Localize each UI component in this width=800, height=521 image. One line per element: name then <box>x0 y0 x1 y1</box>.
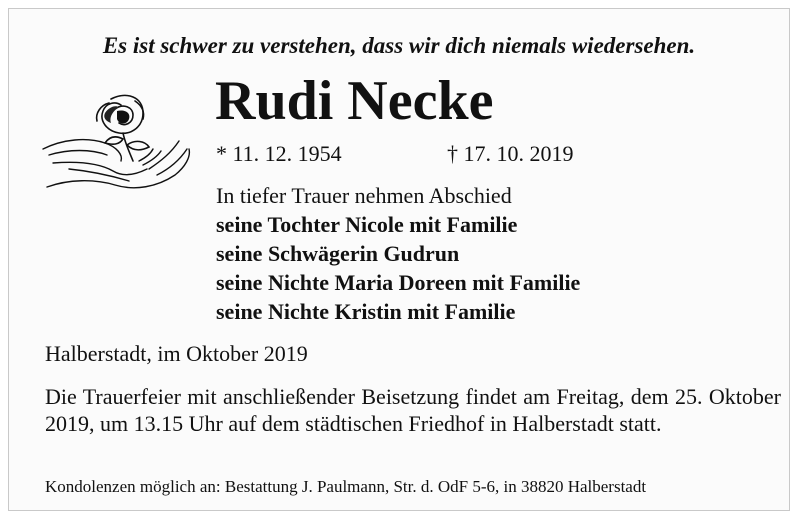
mourner-line: seine Tochter Nicole mit Familie <box>216 212 518 237</box>
birth-date: * 11. 12. 1954 <box>216 141 342 166</box>
rose-in-hands-icon <box>39 91 195 199</box>
mourners-block <box>216 181 580 326</box>
deceased-name: Rudi Necke <box>215 70 494 132</box>
condolences-info: Kondolenzen möglich an: Bestattung J. Paulmann, Str. d. OdF 5-6, in 38820 Halberstadt <box>45 477 647 496</box>
mourner-line: seine Schwägerin Gudrun <box>216 241 460 266</box>
mourner-line: seine Nichte Maria Doreen mit Familie <box>216 270 581 295</box>
obituary-notice <box>8 8 790 511</box>
place-and-date: Halberstadt, im Oktober 2019 <box>45 341 308 366</box>
mourner-line: seine Nichte Kristin mit Familie <box>216 299 516 324</box>
motto: Es ist schwer zu verstehen, dass wir dich niemals wiedersehen. <box>102 33 696 58</box>
mourners-intro: In tiefer Trauer nehmen Abschied <box>216 183 512 208</box>
funeral-service-info: Die Trauerfeier mit anschließender Beisetzung findet am Freitag, dem 25. Oktober 2019, um 13.15 Uhr auf dem städtischen Friedhof in Halberstadt statt. <box>45 384 781 436</box>
death-date: † 17. 10. 2019 <box>447 141 574 166</box>
